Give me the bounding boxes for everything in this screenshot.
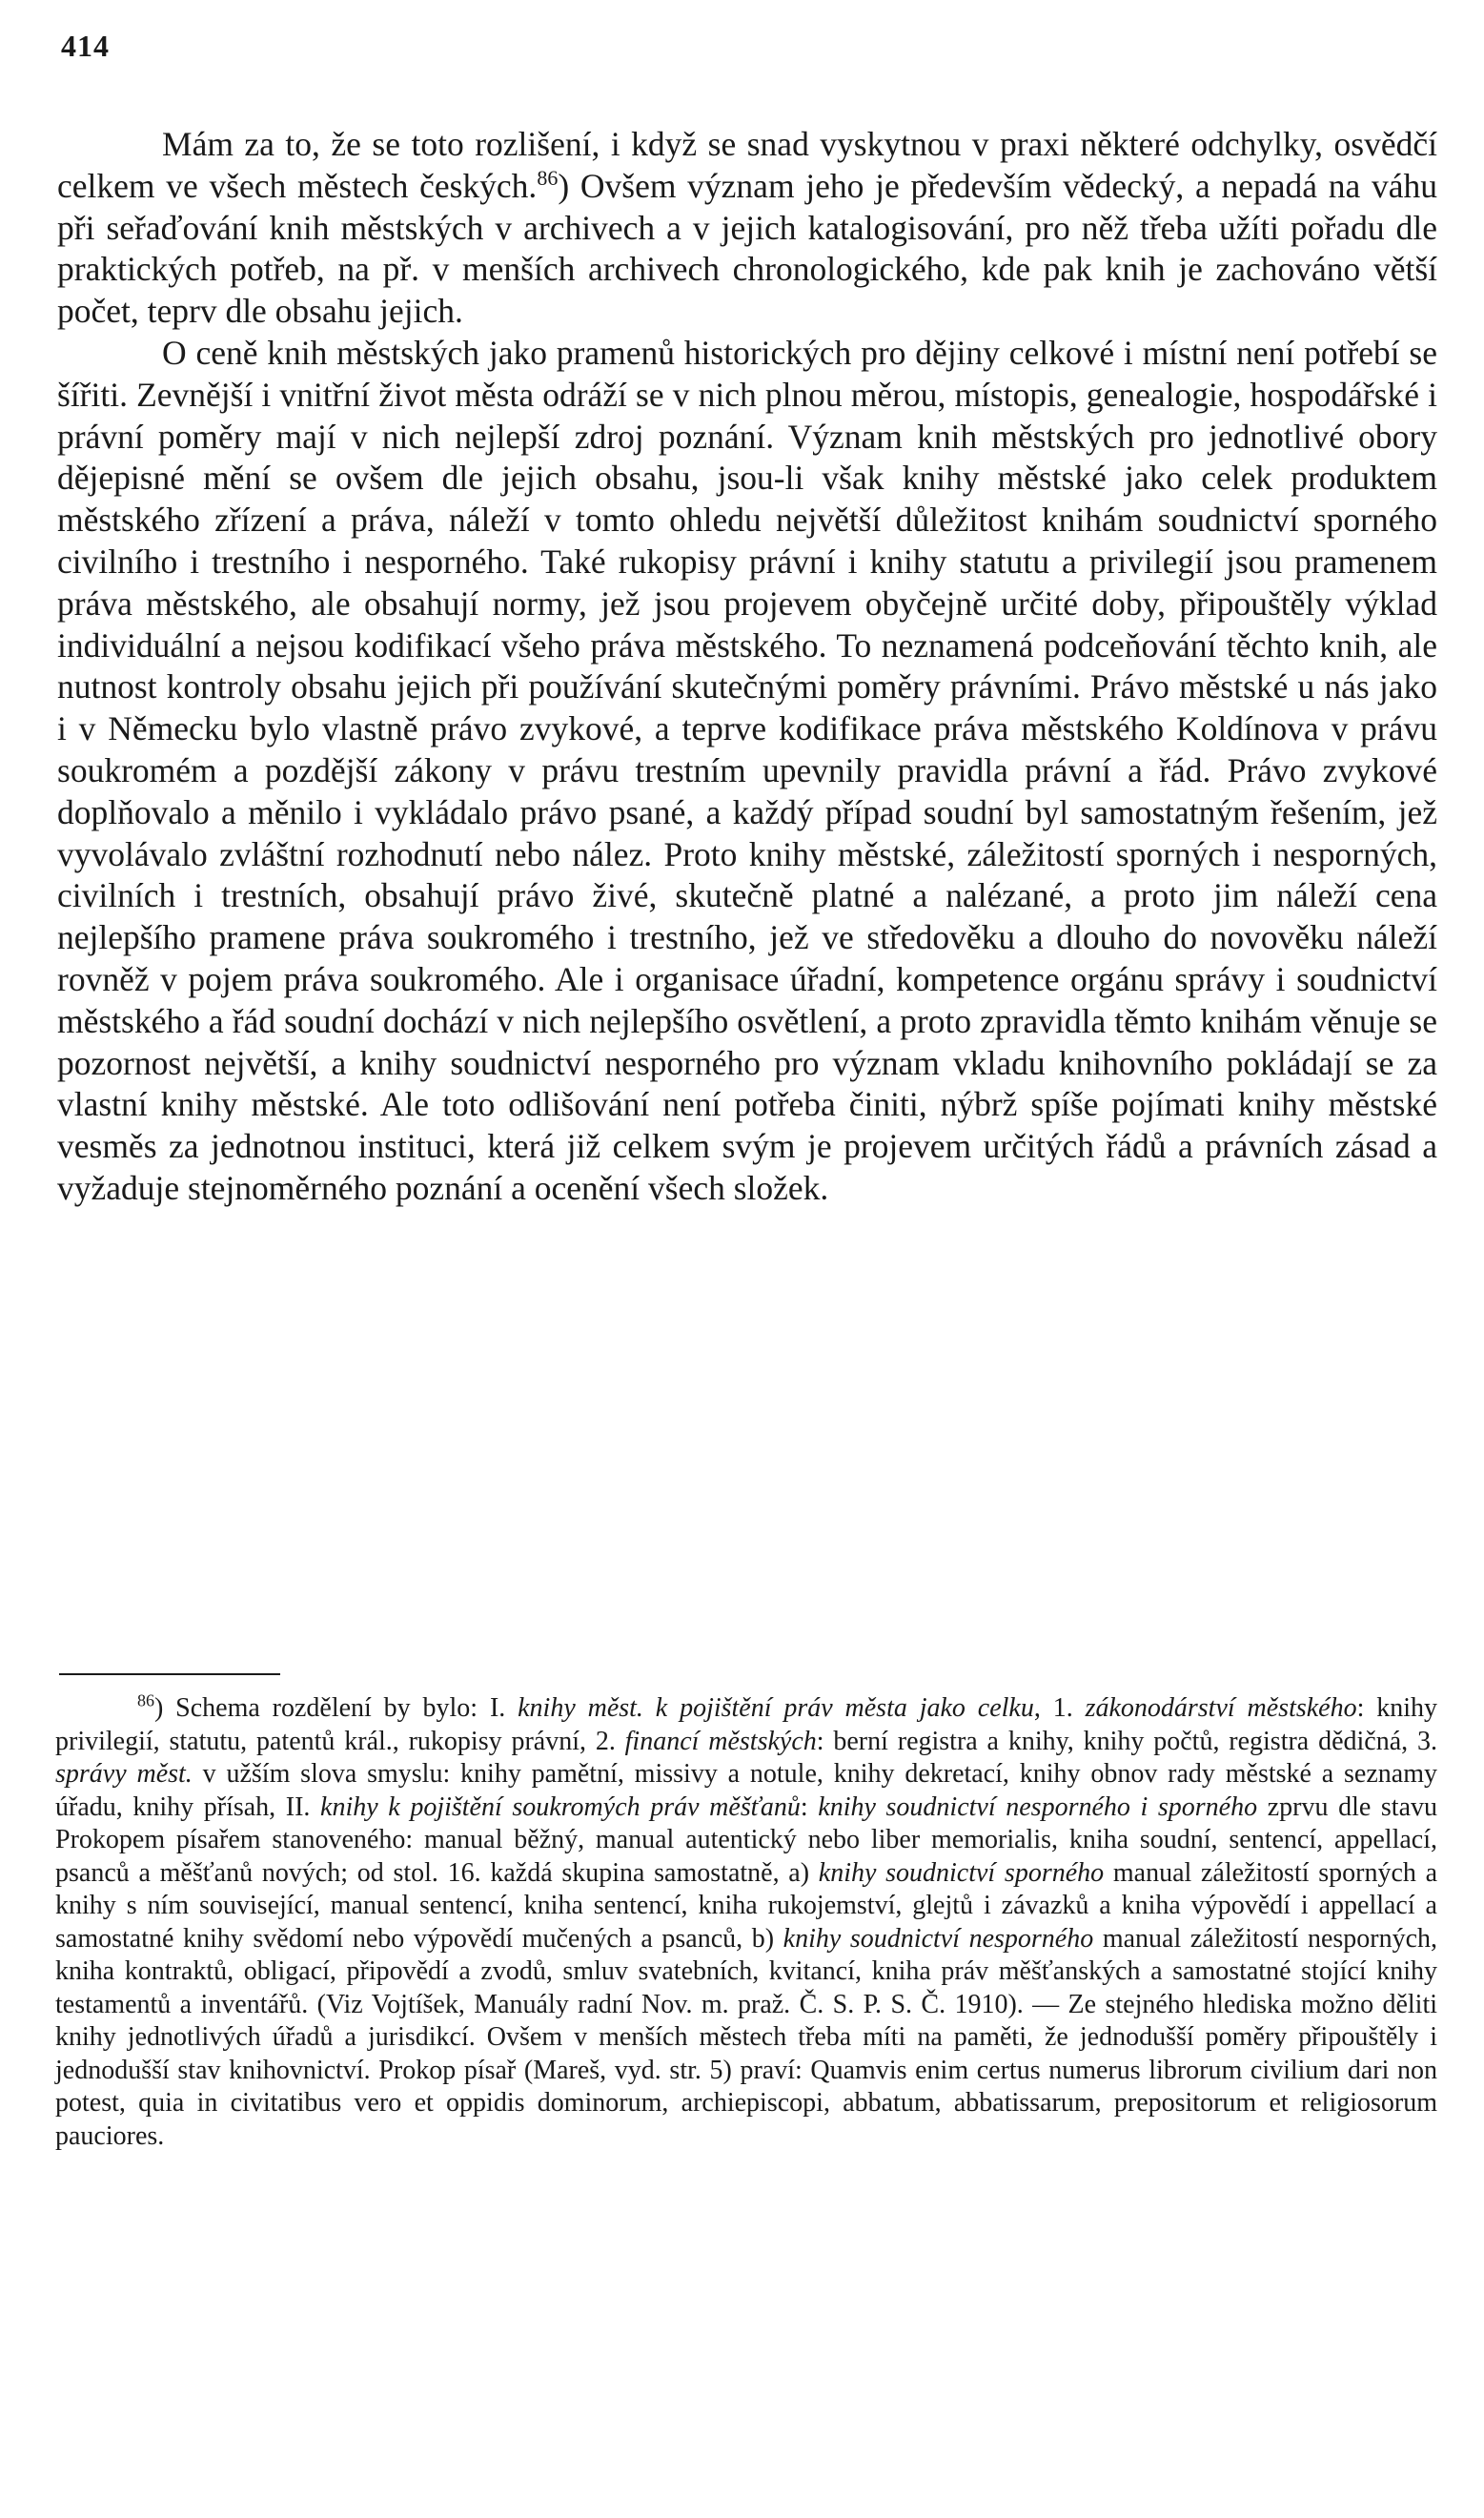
footnote-divider: [59, 1673, 280, 1675]
fn-ital-2: zákonodárství městského: [1085, 1693, 1357, 1723]
fn-seg-7: zprvu dle stavu Prokopem písařem stanoveného: manual běžný, manual autentický nebo liber memorialis, kniha soudní, sentencí, appellací, psanců a měšťanů nových; od stol. 16. každá skupina samostatně, a): [55, 1791, 1437, 1888]
paragraph-1-text-b: ) Ovšem význam jeho je především vědecký, a nepadá na váhu při seřaďování knih městských v archivech a v jejich katalogisování, pro něž třeba užíti pořadu dle praktických potřeb, na př. v menších archivech chronologického, kde pak knih je zachováno větší počet, teprv dle obsahu jejich.: [57, 166, 1437, 331]
fn-seg-1: ) Schema rozdělení by bylo: I.: [154, 1693, 518, 1723]
fn-seg-5: v užším slova smyslu: knihy pamětní, missivy a notule, knihy dekretací, knihy obnov rady městské a seznamy úřadu, knihy přísah, II.: [55, 1759, 1437, 1822]
fn-ital-4: správy měst.: [55, 1759, 193, 1789]
fn-ital-5: knihy k pojištění soukromých práv měšťanů: [320, 1791, 801, 1822]
fn-seg-9: manual záležitostí nesporných, kniha kontraktů, obligací, připovědí a zvodů, smluv svatebních, kvitancí, kniha práv měšťanských a samostatné stojící knihy testamentů a inventářů. (Viz Vojtíšek, Manuály radní Nov. m. praž. Č. S. P. S. Č. 1910). — Ze stejného hlediska možno děliti knihy jednotlivých úřadů a jurisdikcí. Ovšem v menších městech třeba míti na paměti, že jednodušší poměry připouštěly i jednodušší stav knihovnictví. Prokop písař (Mareš, vyd. str. 5) praví: Quamvis enim certus numerus librorum civilium dari non potest, quia in civitatibus vero et oppidis dominorum, archiepiscopi, abbatum, abbatissarum, prepositorum et religiosorum pauciores.: [55, 1923, 1438, 2151]
footnote-mark: 86: [137, 1690, 154, 1710]
fn-ital-8: knihy soudnictví nesporného: [783, 1923, 1094, 1954]
fn-seg-8: manual záležitostí sporných a knihy s ním související, manual sentencí, kniha sentencí, kniha rukojemství, glejtů i závazků a kniha výpovědí i appellací a samostatné knihy svědomí nebo výpovědí mučených a psanců, b): [55, 1857, 1438, 1954]
paragraph-2: O ceně knih městských jako pramenů historických pro dějiny celkové i místní není potřebí se šířiti. Zevnější i vnitřní život města odráží se v nich plnou měrou, místopis, genealogie, hospodářské i právní poměry mají v nich nejlepší zdroj poznání. Význam knih městských pro jednotlivé obory dějepisné mění se ovšem dle jejich obsahu, jsou-li však knihy městské jako celek produktem městského zřízení a práva, náleží v tomto ohledu největší důležitost knihám soudnictví sporného civilního i trestního i nesporného. Také rukopisy právní i knihy statutu a privilegií jsou pramenem práva městského, ale obsahují normy, jež jsou projevem obyčejně určité doby, připouštěly výklad individuální a nejsou kodifikací všeho práva městského. To neznamená podceňování těchto knih, ale nutnost kontroly obsahu jejich při používání skutečnými poměry právními. Právo městské u nás jako i v Německu bylo vlastně právo zvykové, a teprve kodifikace práva městského Koldínova v právu soukromém a pozdější zákony v právu trestním upevnily pravidla právní a řád. Právo zvykové doplňovalo a měnilo i vykládalo právo psané, a každý případ soudní byl samostatným řešením, jež vyvolávalo zvláštní rozhodnutí nebo nález. Proto knihy městské, záležitostí sporných i nesporných, civilních i trestních, obsahují právo živé, skutečně platné a nalézané, a proto jim náleží cena nejlepšího pramene práva soukromého i trestního, jež ve středověku a dlouho do novověku náleží rovněž v pojem práva soukromého. Ale i organisace úřadní, kompetence orgánu správy i soudnictví městského a řád soudní dochází v nich nejlepšího osvětlení, a proto zpravidla těmto knihám věnuje se pozornost největší, a knihy soudnictví nesporného pro význam vkladu knihovního pokládají se za vlastní knihy městské. Ale toto odlišování není potřeba činiti, nýbrž spíše pojímati knihy městské vesměs za jednotnou instituci, která již celkem svým je projevem určitých řádů a právních zásad a vyžaduje stejnoměrného poznání a ocenění všech složek.: [57, 333, 1437, 1207]
paragraph-1-text-a: Mám za to, že se toto rozlišení, i když se snad vyskytnou v praxi některé odchylky, osvědčí celkem ve všech městech českých.: [57, 125, 1437, 205]
footnote-ref[interactable]: 86: [537, 165, 559, 190]
fn-seg-2: , 1.: [1033, 1693, 1086, 1723]
paragraph-1: [57, 124, 1437, 333]
fn-seg-4: : berní registra a knihy, knihy počtů, registra dědičná, 3.: [816, 1726, 1437, 1756]
footnote-86: [55, 1692, 1437, 2153]
fn-seg-6: :: [800, 1791, 819, 1822]
fn-ital-1: knihy měst. k pojištění práv města jako celku: [518, 1693, 1034, 1723]
footnotes: [55, 1692, 1437, 2153]
page-number: 414: [61, 29, 110, 63]
fn-ital-7: knihy soudnictví sporného: [818, 1857, 1105, 1888]
fn-seg-3: : knihy privilegií, statutu, patentů král., rukopisy právní, 2.: [55, 1693, 1438, 1756]
fn-ital-6: knihy soudnictví nesporného i sporného: [818, 1791, 1258, 1822]
main-text: [57, 124, 1437, 1210]
fn-ital-3: financí městských: [624, 1726, 817, 1756]
